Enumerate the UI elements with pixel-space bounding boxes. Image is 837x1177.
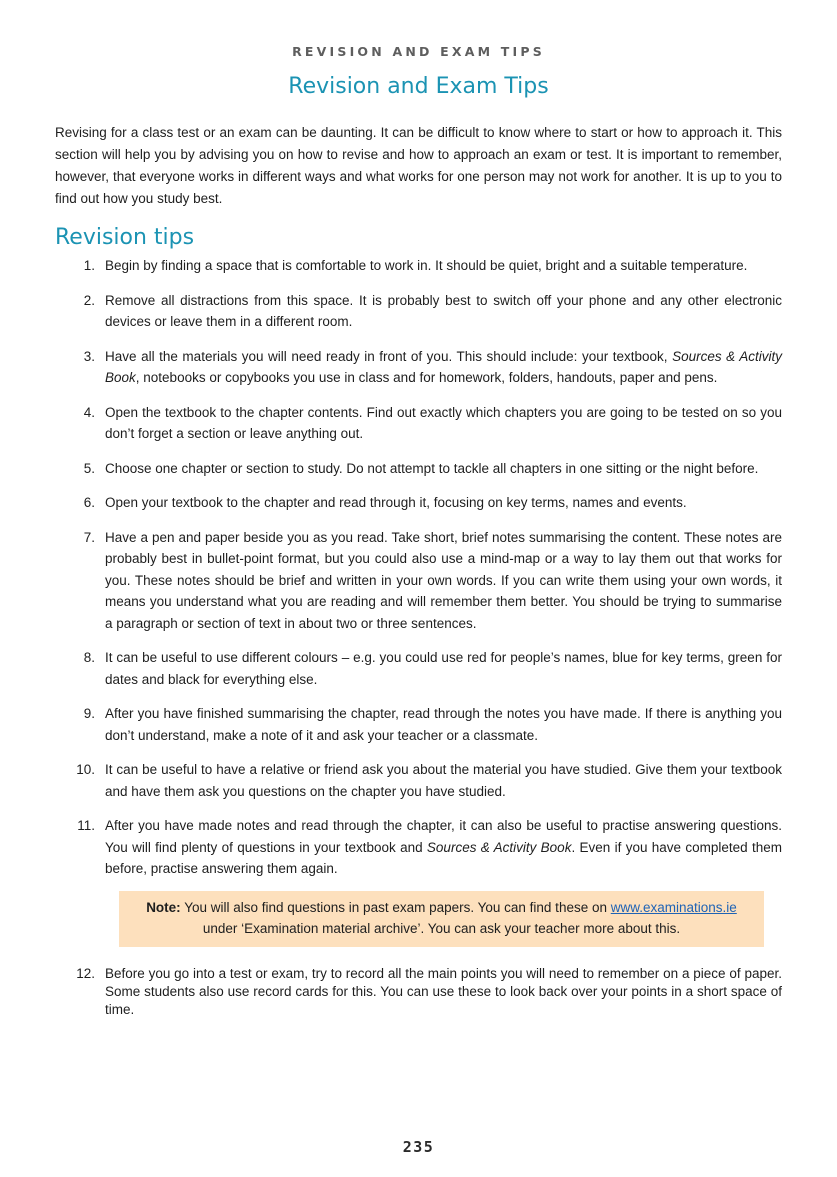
item-text: It can be useful to have a relative or friend ask you about the material you have studied. Give them your textbook and have them ask you questions on the chapter you have studied. — [105, 762, 782, 799]
list-item — [55, 402, 782, 445]
item-text: After you have made notes and read through the chapter, it can also be useful to practise answering questions. You will find plenty of questions in your textbook and Sources & Activity Book. Even if you have completed them before, practise answering them again. — [105, 818, 782, 876]
item-text: Have all the materials you will need ready in front of you. This should include: your textbook, Sources & Activity Book, notebooks or copybooks you use in class and for homework, folders, handouts, paper and pens. — [105, 348, 782, 385]
item-text: Open the textbook to the chapter contents. Find out exactly which chapters you are going to be tested on so you don’t forget a section or leave anything out. — [105, 404, 782, 441]
item-number: 2. — [83, 292, 95, 308]
list-item — [55, 965, 782, 1019]
item-number: 7. — [83, 529, 95, 545]
note-box — [119, 891, 764, 947]
item-text: Before you go into a test or exam, try to record all the main points you will need to remember on a piece of paper. Some students also use record cards for this. You can use these to look back over your points in a short space of time. — [105, 966, 782, 1017]
page-number: 235 — [402, 1138, 435, 1156]
item-text: Have a pen and paper beside you as you read. Take short, brief notes summarising the content. These notes are probably best in bullet-point format, but you could also use a mind-map or a way to lay them out that works for you. These notes should be brief and written in your own words. If you can write them using your own words, it means you understand what you are reading and will remember them better. You should be trying to summarise a paragraph or section of text in about two or three sentences. — [105, 529, 782, 631]
item-text: Open your textbook to the chapter and read through it, focusing on key terms, names and events. — [105, 495, 687, 510]
list-item — [55, 759, 782, 802]
item-number: 1. — [83, 258, 95, 273]
list-item — [55, 703, 782, 746]
running-head: REVISION AND EXAM TIPS — [292, 44, 545, 59]
list-item — [55, 290, 782, 333]
intro-paragraph: Revising for a class test or an exam can be daunting. It can be difficult to know where to start or how to approach it. This section will help you by advising you on how to revise and how to approach an exam or test. It is important to remember, however, that everyone works in different ways and what works for one person may not work for another. It is up to you to find out how you study best. — [55, 125, 782, 206]
item-number: 4. — [83, 404, 95, 420]
item-number: 10. — [76, 762, 95, 777]
item-text: After you have finished summarising the chapter, read through the notes you have made. If there is anything you don’t understand, make a note of it and ask your teacher or a classmate. — [105, 706, 782, 743]
note-text: You will also find questions in past exam papers. You can find these on — [180, 900, 611, 915]
item-text: It can be useful to use different colours – e.g. you could use red for people’s names, blue for key terms, green for dates and black for everything else. — [105, 650, 782, 687]
item-number: 9. — [83, 706, 95, 721]
item-text: Begin by finding a space that is comfortable to work in. It should be quiet, bright and a suitable temperature. — [105, 258, 748, 273]
page-title: Revision and Exam Tips — [288, 74, 549, 99]
item-number: 12. — [76, 966, 95, 981]
section-heading: Revision tips — [55, 225, 195, 250]
list-item — [55, 458, 782, 480]
examinations-link[interactable]: www.examinations.ie — [610, 900, 737, 915]
tips-list-part-1 — [55, 255, 782, 880]
item-number: 3. — [83, 348, 95, 364]
list-item — [55, 647, 782, 690]
list-item — [55, 527, 782, 635]
note-text-continued: under ‘Examination material archive’. You can ask your teacher more about this. — [202, 921, 681, 936]
note-label: Note: — [146, 900, 181, 915]
item-number: 5. — [83, 460, 95, 476]
tips-list-part-2 — [55, 965, 782, 1019]
list-item — [55, 346, 782, 389]
item-number: 6. — [83, 495, 95, 510]
item-number: 8. — [83, 650, 95, 665]
list-item — [55, 815, 782, 880]
list-item — [55, 492, 782, 514]
item-text: Choose one chapter or section to study. Do not attempt to tackle all chapters in one sitting or the night before. — [105, 460, 759, 476]
item-number: 11. — [77, 818, 95, 833]
item-text: Remove all distractions from this space. It is probably best to switch off your phone and any other electronic devices or leave them in a different room. — [105, 292, 782, 329]
list-item — [55, 255, 782, 277]
